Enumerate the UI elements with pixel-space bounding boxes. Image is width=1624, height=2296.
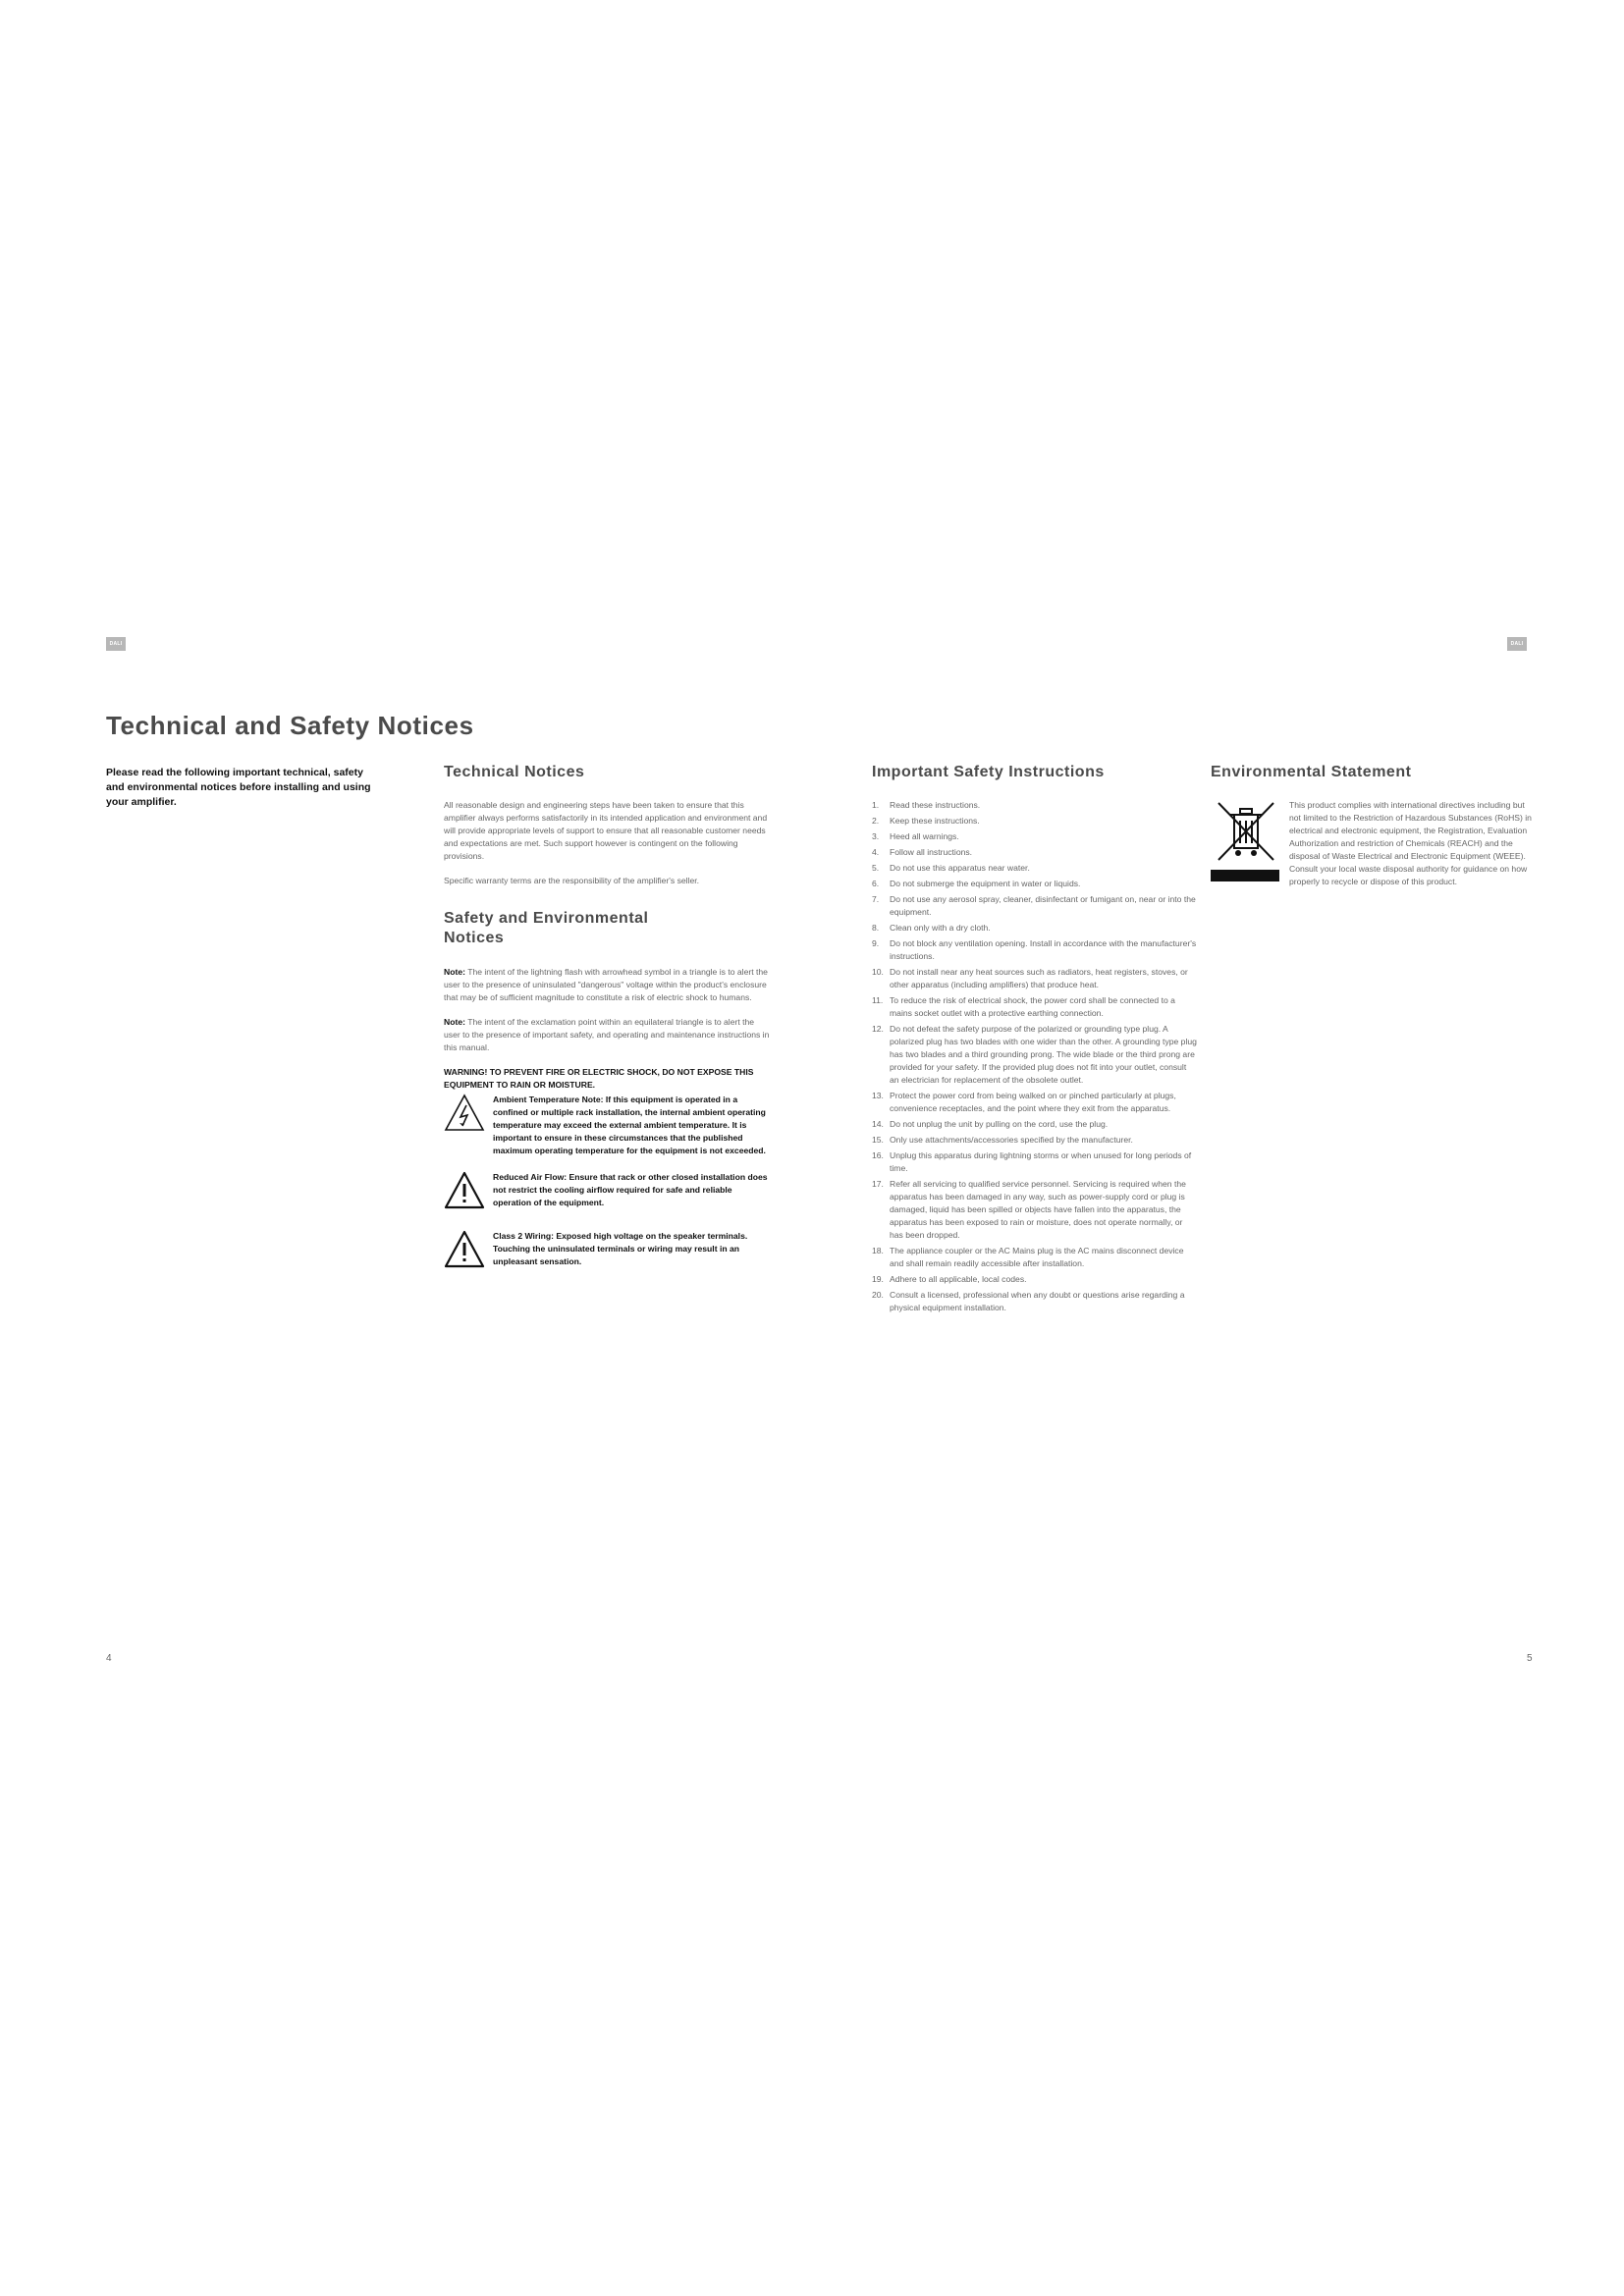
page-title: Technical and Safety Notices bbox=[106, 711, 474, 740]
class-2-wiring-note bbox=[444, 1230, 770, 1275]
environmental-statement-heading: Environmental Statement bbox=[1211, 764, 1412, 780]
instruction-text: Do not unplug the unit by pulling on the cord, use the plug. bbox=[890, 1119, 1109, 1129]
instruction-number: 7. bbox=[872, 894, 880, 904]
safety-instruction-item bbox=[872, 1090, 1198, 1115]
note-label: Note: bbox=[444, 967, 465, 977]
technical-paragraph-1: All reasonable design and engineering steps have been taken to ensure that this amplifier always performs satisfactorily in its intended application and environment and will provide appropriate levels of support to ensure that all reasonable customer needs and expectations are met. Such support however is contingent on the following provisions. bbox=[444, 800, 768, 861]
instruction-text: Do not defeat the safety purpose of the polarized or grounding type plug. A polarized plug has two blades with one wider than the other. A grounding type plug has two blades and a third grounding prong. The wide blade or the third prong are provided for your safety. If the provided plug does not fit into your outlet, consult an electrician for replacement of the obsolete outlet. bbox=[890, 1024, 1197, 1085]
instruction-text: Keep these instructions. bbox=[890, 816, 980, 826]
environmental-statement bbox=[1211, 799, 1535, 888]
page-number-left: 4 bbox=[106, 1653, 112, 1664]
safety-instruction-item bbox=[872, 1134, 1198, 1147]
dali-logo-right: DALI bbox=[1507, 637, 1527, 651]
instruction-number: 15. bbox=[872, 1135, 884, 1145]
instruction-text: Adhere to all applicable, local codes. bbox=[890, 1274, 1027, 1284]
instruction-text: Do not install near any heat sources such as radiators, heat registers, stoves, or other apparatus (including amplifiers) that produce heat. bbox=[890, 967, 1188, 989]
page-number-right: 5 bbox=[1527, 1653, 1533, 1664]
instruction-number: 12. bbox=[872, 1024, 884, 1034]
safety-instruction-item bbox=[872, 1178, 1198, 1242]
instruction-number: 19. bbox=[872, 1274, 884, 1284]
exclamation-warning-icon bbox=[444, 1230, 493, 1275]
instruction-text: Follow all instructions. bbox=[890, 847, 973, 857]
instruction-number: 11. bbox=[872, 995, 884, 1005]
safety-instructions-list bbox=[872, 799, 1198, 1314]
safety-instruction-item bbox=[872, 1245, 1198, 1270]
note-exclamation bbox=[444, 1016, 770, 1054]
instruction-text: Do not use this apparatus near water. bbox=[890, 863, 1030, 873]
note-lightning bbox=[444, 966, 770, 1004]
instruction-number: 6. bbox=[872, 879, 880, 888]
instruction-text: Unplug this apparatus during lightning storms or when unused for long periods of time. bbox=[890, 1150, 1192, 1173]
instruction-text: Heed all warnings. bbox=[890, 831, 959, 841]
safety-instruction-item bbox=[872, 994, 1198, 1020]
safety-instruction-item bbox=[872, 893, 1198, 919]
instruction-text: Do not use any aerosol spray, cleaner, disinfectant or fumigant on, near or into the equipment. bbox=[890, 894, 1196, 917]
instruction-text: Refer all servicing to qualified service personnel. Servicing is required when the apparatus has been damaged in any way, such as power-supply cord or plug is damaged, liquid has been spilled or objects have fallen into the apparatus, the apparatus has been exposed to rain or moisture, does not operate normally, or has been dropped. bbox=[890, 1179, 1186, 1240]
note-label: Note: bbox=[444, 1017, 465, 1027]
instruction-number: 13. bbox=[872, 1091, 884, 1100]
instruction-number: 3. bbox=[872, 831, 880, 841]
safety-instruction-item bbox=[872, 937, 1198, 963]
instruction-number: 10. bbox=[872, 967, 884, 977]
instruction-text: Consult a licensed, professional when any doubt or questions arise regarding a physical equipment installation. bbox=[890, 1290, 1185, 1312]
instruction-number: 18. bbox=[872, 1246, 884, 1255]
instruction-number: 14. bbox=[872, 1119, 884, 1129]
instruction-number: 8. bbox=[872, 923, 880, 933]
safety-instructions-heading: Important Safety Instructions bbox=[872, 764, 1105, 780]
safety-instruction-item bbox=[872, 1149, 1198, 1175]
safety-instructions-column bbox=[872, 764, 1198, 1317]
lightning-warning-icon bbox=[444, 1094, 493, 1139]
instruction-number: 4. bbox=[872, 847, 880, 857]
technical-paragraph-2: Specific warranty terms are the responsibility of the amplifier's seller. bbox=[444, 876, 700, 885]
instruction-text: The appliance coupler or the AC Mains plug is the AC mains disconnect device and shall remain readily accessible after installation. bbox=[890, 1246, 1184, 1268]
safety-instruction-item bbox=[872, 1118, 1198, 1131]
environmental-statement-text: This product complies with international directives including but not limited to the Restriction of Hazardous Substances (RoHS) in electrical and electronic equipment, the Registration, Evaluation Authorization and restriction of Chemicals (REACH) and the disposal of Waste Electrical and Electronic Equipment (WEEE). Consult your local waste disposal authority for guidance on how properly to recycle or dispose of this product. bbox=[1289, 800, 1532, 886]
safety-instruction-item bbox=[872, 1289, 1198, 1314]
intro-text: Please read the following important technical, safety and environmental notices before installing and using your amplifier. bbox=[106, 767, 371, 808]
weee-crossed-bin-icon bbox=[1211, 799, 1279, 893]
safety-instruction-item bbox=[872, 815, 1198, 828]
instruction-number: 20. bbox=[872, 1290, 884, 1300]
safety-instruction-item bbox=[872, 846, 1198, 859]
safety-instruction-item bbox=[872, 862, 1198, 875]
note-lightning-text: The intent of the lightning flash with arrowhead symbol in a triangle is to alert the user to the presence of uninsulated "dangerous" voltage within the product's enclosure that may be of sufficient magnitude to constitute a risk of electric shock to humans. bbox=[444, 967, 768, 1002]
safety-environmental-heading: Safety and Environmental Notices bbox=[444, 910, 649, 946]
dali-logo-left: DALI bbox=[106, 637, 126, 651]
safety-instruction-item bbox=[872, 1273, 1198, 1286]
instruction-text: Clean only with a dry cloth. bbox=[890, 923, 991, 933]
instruction-number: 2. bbox=[872, 816, 880, 826]
instruction-text: Only use attachments/accessories specified by the manufacturer. bbox=[890, 1135, 1133, 1145]
instruction-number: 9. bbox=[872, 938, 880, 948]
instruction-number: 17. bbox=[872, 1179, 884, 1189]
instruction-text: Protect the power cord from being walked on or pinched particularly at plugs, convenience receptacles, and the point where they exit from the apparatus. bbox=[890, 1091, 1176, 1113]
safety-instruction-item bbox=[872, 878, 1198, 890]
technical-notices-heading: Technical Notices bbox=[444, 764, 585, 780]
ambient-temperature-note bbox=[444, 1094, 770, 1157]
warning-text: WARNING! TO PREVENT FIRE OR ELECTRIC SHOCK, DO NOT EXPOSE THIS EQUIPMENT TO RAIN OR MOISTURE. bbox=[444, 1067, 754, 1090]
instruction-text: Read these instructions. bbox=[890, 800, 981, 810]
safety-instruction-item bbox=[872, 830, 1198, 843]
environmental-column bbox=[1211, 764, 1535, 893]
instruction-text: Do not block any ventilation opening. Install in accordance with the manufacturer's instructions. bbox=[890, 938, 1197, 961]
safety-instruction-item bbox=[872, 966, 1198, 991]
safety-instruction-item bbox=[872, 799, 1198, 812]
class-2-wiring-text: Class 2 Wiring: Exposed high voltage on the speaker terminals. Touching the uninsulated terminals or wiring may result in an unpleasant sensation. bbox=[493, 1231, 748, 1266]
instruction-text: Do not submerge the equipment in water or liquids. bbox=[890, 879, 1081, 888]
reduced-air-flow-note bbox=[444, 1171, 770, 1216]
instruction-number: 1. bbox=[872, 800, 880, 810]
reduced-air-flow-text: Reduced Air Flow: Ensure that rack or other closed installation does not restrict the cooling airflow required for safe and reliable operation of the equipment. bbox=[493, 1172, 768, 1207]
safety-instruction-item bbox=[872, 1023, 1198, 1087]
instruction-text: To reduce the risk of electrical shock, the power cord shall be connected to a mains socket outlet with a protective earthing connection. bbox=[890, 995, 1175, 1018]
note-exclamation-text: The intent of the exclamation point within an equilateral triangle is to alert the user to the presence of important safety, and operating and maintenance instructions in this manual. bbox=[444, 1017, 770, 1052]
instruction-number: 16. bbox=[872, 1150, 884, 1160]
safety-instruction-item bbox=[872, 922, 1198, 934]
exclamation-warning-icon bbox=[444, 1171, 493, 1216]
instruction-number: 5. bbox=[872, 863, 880, 873]
ambient-temperature-text: Ambient Temperature Note: If this equipment is operated in a confined or multiple rack installation, the internal ambient operating temperature may exceed the external ambient temperature. It is important to ensure in these circumstances that the published maximum operating temperature for the equipment is not exceeded. bbox=[493, 1095, 766, 1155]
technical-column bbox=[444, 764, 770, 1289]
